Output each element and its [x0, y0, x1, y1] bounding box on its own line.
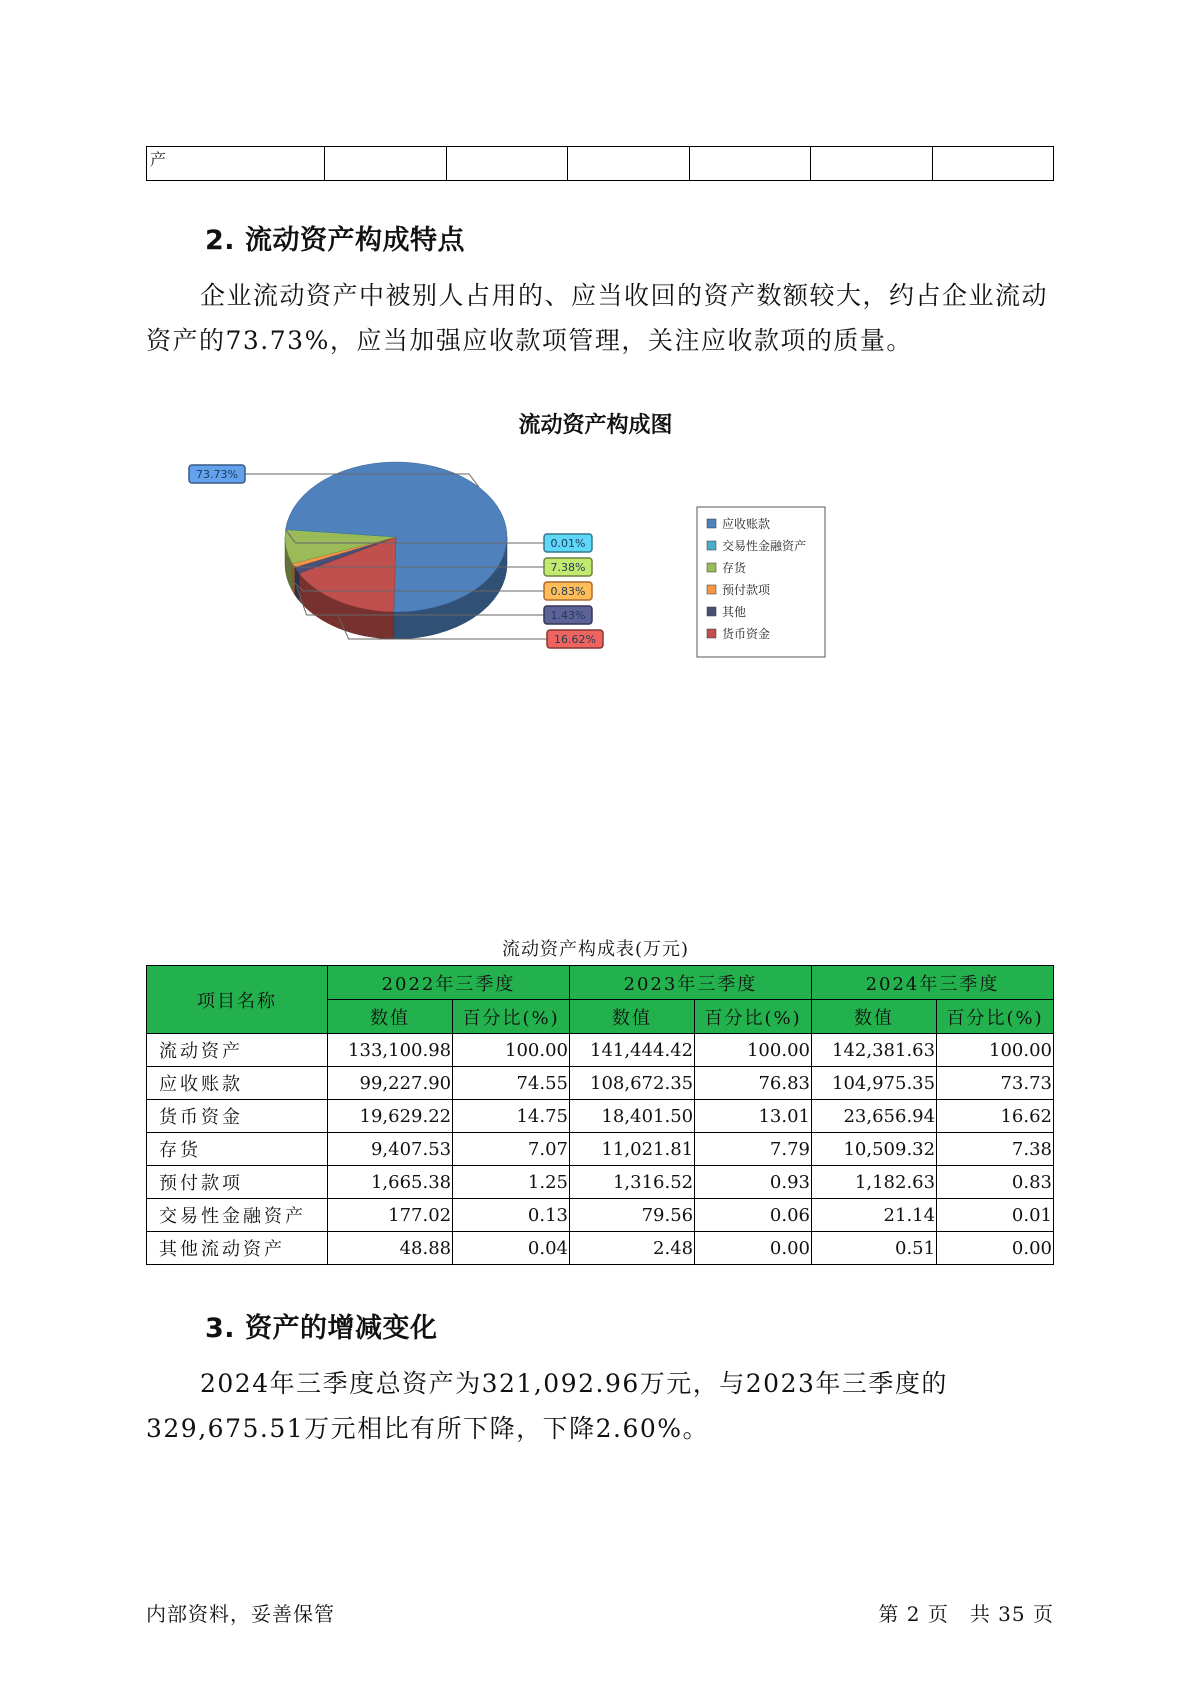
footer-page-number: 第 2 页 共 35 页 — [878, 1602, 1054, 1626]
value-cell: 108,672.35 — [569, 1067, 694, 1100]
section-3-heading: 3. 资产的增减变化 — [205, 1313, 438, 1344]
percent-cell: 100.00 — [453, 1034, 570, 1067]
value-cell: 99,227.90 — [328, 1067, 453, 1100]
period-header-2024: 2024年三季度 — [811, 966, 1053, 1000]
legend-entry: 货币资金 — [722, 627, 771, 641]
legend-entry: 其他 — [722, 605, 747, 619]
table-row — [147, 1067, 1054, 1100]
value-cell: 9,407.53 — [328, 1133, 453, 1166]
row-label: 存货 — [147, 1133, 328, 1166]
table-cell — [568, 147, 690, 181]
table-row — [147, 1034, 1054, 1067]
percent-cell: 73.73 — [937, 1067, 1054, 1100]
value-cell: 177.02 — [328, 1199, 453, 1232]
percent-cell: 0.04 — [453, 1232, 570, 1265]
percent-cell: 7.38 — [937, 1133, 1054, 1166]
value-cell: 79.56 — [569, 1199, 694, 1232]
legend-swatch — [707, 519, 716, 528]
row-label: 交易性金融资产 — [147, 1199, 328, 1232]
value-cell: 104,975.35 — [811, 1067, 936, 1100]
table-cell — [446, 147, 568, 181]
data-label: 0.83% — [550, 585, 586, 598]
table-row — [147, 1232, 1054, 1265]
percent-subheader: 百分比(%) — [937, 1000, 1054, 1034]
row-label: 货币资金 — [147, 1100, 328, 1133]
percent-cell: 16.62 — [937, 1100, 1054, 1133]
value-cell: 23,656.94 — [811, 1100, 936, 1133]
table-cell — [689, 147, 811, 181]
value-cell: 1,665.38 — [328, 1166, 453, 1199]
percent-cell: 0.00 — [695, 1232, 812, 1265]
value-cell: 18,401.50 — [569, 1100, 694, 1133]
table-cell — [325, 147, 447, 181]
period-header-2023: 2023年三季度 — [569, 966, 811, 1000]
chart-title: 流动资产构成图 — [518, 413, 673, 438]
pie-chart — [150, 440, 850, 730]
percent-subheader: 百分比(%) — [453, 1000, 570, 1034]
percent-cell: 0.13 — [453, 1199, 570, 1232]
percent-cell: 100.00 — [937, 1034, 1054, 1067]
row-label: 流动资产 — [147, 1034, 328, 1067]
percent-cell: 0.00 — [937, 1232, 1054, 1265]
table-header-row — [147, 966, 1054, 1000]
table-row — [147, 1199, 1054, 1232]
percent-cell: 0.06 — [695, 1199, 812, 1232]
data-label: 0.01% — [550, 537, 586, 550]
legend-entry: 交易性金融资产 — [722, 539, 807, 553]
percent-cell: 13.01 — [695, 1100, 812, 1133]
percent-cell: 0.01 — [937, 1199, 1054, 1232]
value-cell: 0.51 — [811, 1232, 936, 1265]
row-label: 其他流动资产 — [147, 1232, 328, 1265]
table-row — [147, 1100, 1054, 1133]
data-label: 73.73% — [196, 468, 238, 481]
section-2-paragraph — [146, 273, 1066, 363]
percent-subheader: 百分比(%) — [695, 1000, 812, 1034]
percent-cell: 1.25 — [453, 1166, 570, 1199]
row-label: 预付款项 — [147, 1166, 328, 1199]
percent-cell: 100.00 — [695, 1034, 812, 1067]
legend-entry: 预付款项 — [722, 583, 771, 597]
table-cell — [811, 147, 933, 181]
percent-cell: 76.83 — [695, 1067, 812, 1100]
percent-cell: 14.75 — [453, 1100, 570, 1133]
legend-entry: 存货 — [722, 561, 747, 575]
section-2-heading: 2. 流动资产构成特点 — [205, 225, 465, 256]
current-assets-table — [146, 965, 1054, 1265]
value-cell: 142,381.63 — [811, 1034, 936, 1067]
percent-cell: 0.83 — [937, 1166, 1054, 1199]
value-cell: 21.14 — [811, 1199, 936, 1232]
value-cell: 48.88 — [328, 1232, 453, 1265]
pie-side-预付款项 — [292, 564, 294, 595]
table-cell: 产 — [147, 147, 325, 181]
table-caption: 流动资产构成表(万元) — [501, 939, 690, 960]
legend-swatch — [707, 607, 716, 616]
footer-confidential-note: 内部资料，妥善保管 — [146, 1602, 335, 1626]
value-cell: 10,509.32 — [811, 1133, 936, 1166]
previous-table-fragment — [146, 146, 1054, 181]
value-cell: 11,021.81 — [569, 1133, 694, 1166]
data-label: 16.62% — [554, 633, 596, 646]
percent-cell: 7.07 — [453, 1133, 570, 1166]
value-subheader: 数值 — [811, 1000, 936, 1034]
percent-cell: 7.79 — [695, 1133, 812, 1166]
value-subheader: 数值 — [569, 1000, 694, 1034]
percent-cell: 0.93 — [695, 1166, 812, 1199]
section-3-paragraph — [146, 1361, 1066, 1451]
value-subheader: 数值 — [328, 1000, 453, 1034]
row-label: 应收账款 — [147, 1067, 328, 1100]
percent-cell: 74.55 — [453, 1067, 570, 1100]
legend-swatch — [707, 585, 716, 594]
chart-legend — [697, 507, 825, 657]
table-row — [147, 1166, 1054, 1199]
value-cell: 2.48 — [569, 1232, 694, 1265]
value-cell: 19,629.22 — [328, 1100, 453, 1133]
legend-swatch — [707, 629, 716, 638]
data-label: 7.38% — [550, 561, 586, 574]
legend-swatch — [707, 541, 716, 550]
corner-header: 项目名称 — [147, 966, 328, 1034]
table-row — [147, 147, 1054, 181]
data-label: 1.43% — [550, 609, 586, 622]
value-cell: 141,444.42 — [569, 1034, 694, 1067]
legend-swatch — [707, 563, 716, 572]
value-cell: 1,182.63 — [811, 1166, 936, 1199]
section-2-paragraph-text: 企业流动资产中被别人占用的、应当收回的资产数额较大，约占企业流动资产的73.73%，应当加强应收款项管理，关注应收款项的质量。 — [146, 281, 1049, 355]
table-cell — [932, 147, 1054, 181]
value-cell: 1,316.52 — [569, 1166, 694, 1199]
period-header-2022: 2022年三季度 — [328, 966, 570, 1000]
section-3-paragraph-text: 2024年三季度总资产为321,092.96万元，与2023年三季度的329,675.51万元相比有所下降，下降2.60%。 — [146, 1369, 948, 1443]
table-row — [147, 1133, 1054, 1166]
value-cell: 133,100.98 — [328, 1034, 453, 1067]
legend-entry: 应收账款 — [722, 517, 771, 531]
